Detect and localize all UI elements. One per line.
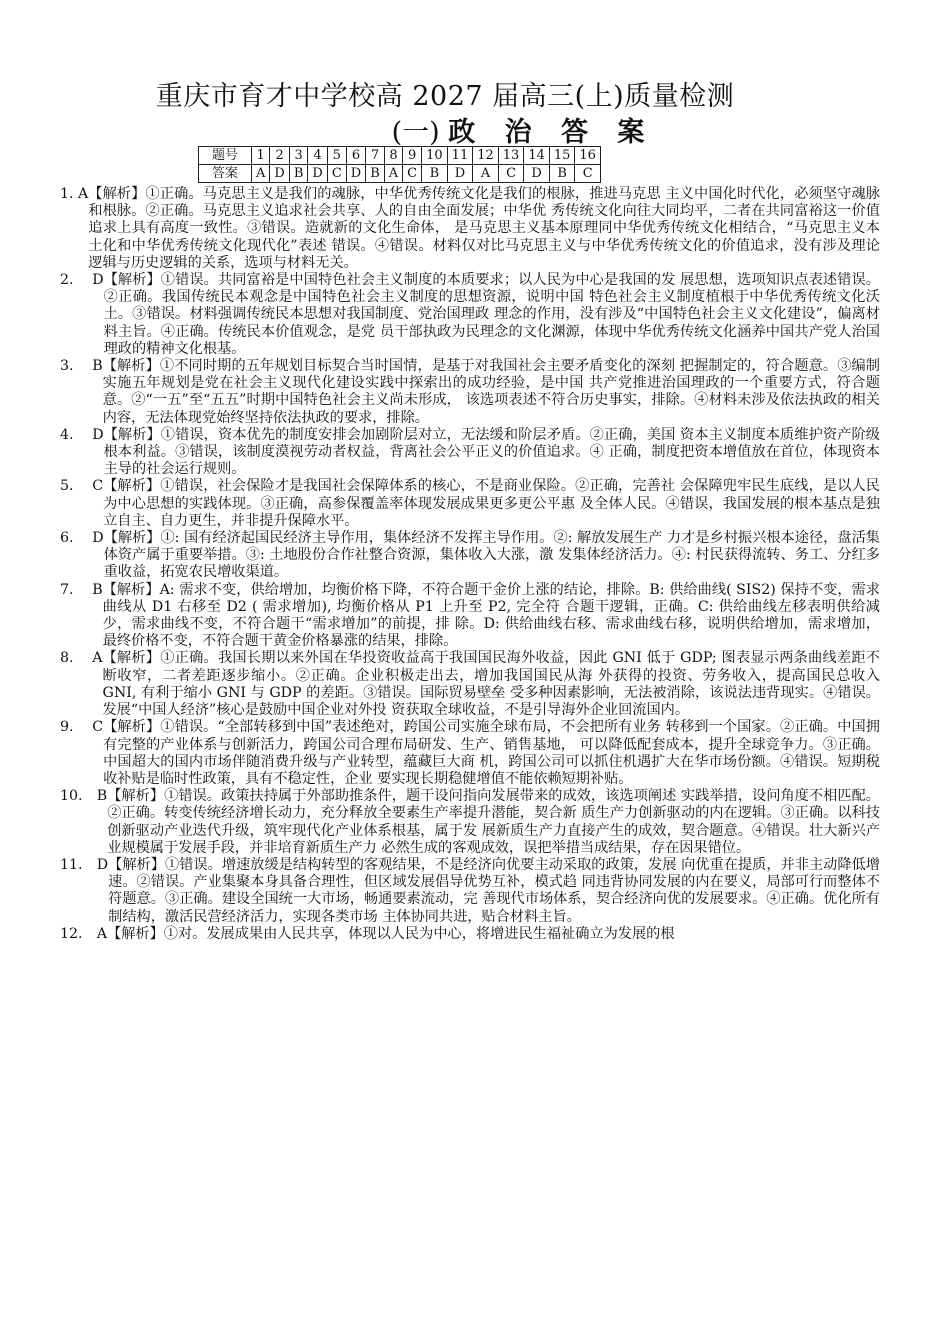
question-number: 6	[346, 147, 365, 165]
question-number: 10	[422, 147, 448, 165]
item-text: 【解析】①对。发展成果由人民共享，体现以人民为中心，将增进民生福祉确立为发展的根	[107, 925, 675, 942]
answer-cell: A	[384, 165, 402, 183]
question-number: 8	[384, 147, 402, 165]
answer-cell: B	[422, 165, 448, 183]
answer-cell: C	[575, 165, 601, 183]
explanation-item	[60, 427, 880, 479]
question-number: 2	[270, 147, 289, 165]
question-number: 15	[549, 147, 575, 165]
question-number: 3	[289, 147, 308, 165]
item-text: 【解析】A: 需求不变，供给增加，均衡价格下降，不符合题干金价上涨的结论，排除。B: 供给曲线( SIS2) 保持不变，需求曲线从 D1 右移至 D2 ( 需求增加), 均衡价格从 P1 上升至 P2, 完全符 合题干逻辑，正确。C: 供给曲线左移表明供给减少，需求曲线不变，不符合题干“需求增加”的前提，排 除。D: 供给曲线右移、需求曲线右移，说明供给增加，需求增加，最终价格不变，不符合题干黄金价格暴涨的结果，排除。	[102, 581, 880, 650]
answer-cell: C	[327, 165, 346, 183]
explanations	[60, 186, 880, 943]
item-number: 2. D	[60, 272, 104, 289]
explanation-item	[60, 530, 880, 582]
answer-cell: A	[252, 165, 270, 183]
explanation-item	[60, 582, 880, 651]
item-number: 3. B	[60, 358, 103, 375]
item-text: 【解析】①错误。“全部转移到中国”表述绝对，跨国公司实施全球布局，不会把所有业务 转移到一个国家。②正确。中国拥有完整的产业体系与创新活力，跨国公司合理布局研发、生产、销售基地， 可以降低配套成本，提升全球竞争力。③正确。中国超大的国内市场伴随消费升级与产业转型，蕴藏巨大商 机，跨国公司可以抓住机遇扩大在华市场份额。④错误。短期税收补贴是临时性政策，具有不稳定性，企业 要实现长期稳健增值不能依赖短期补贴。	[103, 719, 880, 787]
answer-cell: B	[549, 165, 575, 183]
document-subtitle	[0, 110, 950, 149]
question-number: 11	[447, 147, 473, 165]
answer-cell: C	[403, 165, 422, 183]
answer-cell: D	[270, 165, 289, 183]
item-text: 【解析】①错误，资本优先的制度安排会加剧阶层对立，无法缓和阶层矛盾。②正确，美国 资本主义制度本质维护资产阶级根本利益。③错误，该制度漠视劳动者权益，背离社会公平正义的价值追求。④ 正确，制度把资本增值放在首位，体现资本主导的社会运行规则。	[103, 426, 880, 478]
question-number: 9	[403, 147, 422, 165]
explanation-item	[60, 650, 880, 719]
item-number: 8. A	[60, 650, 103, 667]
answer-cell: B	[366, 165, 385, 183]
item-text: 【解析】①正确。我国长期以来外国在华投资收益高于我国国民海外收益，因此 GNI 低于 GDP; 图表显示两条曲线差距不断收窄，二者差距逐步缩小。②正确。企业积极走出去，增加我国国民从海 外获得的投资、劳务收入，提高国民总收入 GNI, 有利于缩小 GNI 与 GDP 的差距。③错误。国际贸易壁垒 受多种因素影响，无法被消除，该说法违背现实。④错误。发展“中国人经济”核心是鼓励中国企业对外投 资获取全球收益，不是引导海外企业回流国内。	[102, 650, 880, 719]
subtitle-main: 政 治 答 案	[448, 117, 655, 148]
item-number: 5. C	[60, 478, 104, 495]
answer-table	[198, 146, 601, 183]
answer-table-row-label: 答案	[199, 165, 252, 183]
document-title: 重庆市育才中学校高 2027 届高三(上)质量检测	[155, 81, 735, 112]
explanation-item	[60, 788, 880, 857]
question-number: 13	[498, 147, 524, 165]
explanation-item	[60, 478, 880, 530]
item-number: 11. D	[60, 856, 109, 873]
explanation-item	[60, 358, 880, 427]
question-number: 5	[327, 147, 346, 165]
item-text: 【解析】①: 国有经济起国民经济主导作用，集体经济不发挥主导作用。②: 解放发展生产 力才是乡村振兴根本途径，盘活集体资产属于重要举措。③: 土地股份合作社整合资源，集体收入大涨，激 发集体经济活力。④: 村民获得流转、务工、分红多重收益，拓宽农民增收渠道。	[103, 530, 880, 581]
explanation-item	[60, 272, 880, 358]
item-text: 【解析】①不同时期的五年规划目标契合当时国情，是基于对我国社会主要矛盾变化的深刻 把握制定的，符合题意。③编制实施五年规划是党在社会主义现代化建设实践中探索出的成功经验，是中国 共产党推进治国理政的一个重要方式，符合题意。②“一五”至“五五”时期中国特色社会主义尚未形成， 该选项表述不符合历史事实，排除。④材料未涉及依法执政的相关内容，无法体现党始终坚持依法执政的要求，排除。	[102, 358, 880, 426]
explanation-item	[60, 719, 880, 788]
item-text: 【解析】①错误，社会保险才是我国社会保障体系的核心，不是商业保险。②正确，完善社 会保障兜牢民生底线，是以人民为中心思想的实践体现。③正确，高参保覆盖率体现发展成果更多更公平惠 及全体人民。④错误，我国发展的根本基点是独立自主、自力更生，并非提升保障水平。	[103, 478, 880, 529]
question-number: 16	[575, 147, 601, 165]
answer-cell: D	[447, 165, 473, 183]
answer-cell: D	[346, 165, 365, 183]
item-text: 【解析】①错误。增速放缓是结构转型的客观结果，不是经济向优要主动采取的政策，发展 向优重在提质，并非主动降低增速。②错误。产业集聚本身具备合理性，但区域发展倡导优势互补，模式趋 同违背协同发展的内在要义，局部可行而整体不符题意。③正确。建设全国统一大市场，畅通要素流动，完 善现代市场体系，契合经济向优的发展要求。④正确。优化所有制结构，激活民营经济活力，实现各类市场 主体协同共进，贴合材料主旨。	[108, 856, 880, 925]
explanation-item	[60, 857, 880, 926]
answer-cell: B	[289, 165, 308, 183]
question-number: 7	[366, 147, 385, 165]
item-text: 【解析】①正确。马克思主义是我们的魂脉，中华优秀传统文化是我们的根脉，推进马克思 主义中国化时代化，必须坚守魂脉和根脉。②正确。马克思主义追求社会共享、人的自由全面发展；中华优 秀传统文化向往大同均平，二者在共同富裕这一价值追求上具有高度一致性。③错误。造就新的文化生命体， 是马克思主义基本原理同中华优秀传统文化相结合，“马克思主义本土化和中华优秀传统文化现代化”表述 错误。④错误。材料仅对比马克思主义与中华优秀传统文化的价值追求，没有涉及理论逻辑与历史逻辑的关系，选项与材料无关。	[88, 186, 880, 271]
answer-table-number-row	[199, 147, 601, 165]
question-number: 1	[252, 147, 270, 165]
question-number: 12	[473, 147, 499, 165]
item-number: 6. D	[60, 530, 104, 547]
item-number: 10. B	[60, 788, 108, 805]
item-number: 9. C	[60, 719, 104, 736]
answer-cell: C	[498, 165, 524, 183]
item-text: 【解析】①错误。政策扶持属于外部助推条件，题干设问指向发展带来的成效，该选项阐述 实践举措，设问角度不相匹配。②正确。转变传统经济增长动力，充分释放全要素生产率提升潜能，契合新 质生产力创新驱动的内在逻辑。③正确。以科技创新驱动产业迭代升级，筑牢现代化产业体系根基，属于发 展新质生产力直接产生的成效，契合题意。④错误。壮大新兴产业规模属于发展手段，并非培育新质生产力 必然生成的客观成效，误把举措当成结果，存在因果错位。	[107, 788, 880, 856]
item-number: 7. B	[60, 581, 103, 598]
item-text: 【解析】①错误。共同富裕是中国特色社会主义制度的本质要求；以人民为中心是我国的发 展思想，选项知识点表述错误。②正确。我国传统民本观念是中国特色社会主义制度的思想资源，说明中国 特色社会主义制度植根于中华优秀传统文化沃土。③错误。材料强调传统民本思想对我国制度、党治国理政 理念的作用，没有涉及“中国特色社会主义文化建设”，偏离材料主旨。④正确。传统民本价值观念，是党 员干部执政为民理念的文化渊源，体现中华优秀传统文化涵养中国共产党人治国理政的精神文化根基。	[103, 272, 880, 357]
subtitle-prefix: (一)	[391, 117, 440, 148]
answer-cell: A	[473, 165, 499, 183]
explanation-item	[60, 926, 880, 943]
item-number: 12. A	[60, 925, 107, 942]
explanation-item	[60, 186, 880, 272]
answer-table-answer-row	[199, 165, 601, 183]
answer-cell: D	[524, 165, 550, 183]
question-number: 4	[308, 147, 327, 165]
answer-table-row-label: 题号	[199, 147, 252, 165]
item-number: 1. A	[60, 186, 89, 202]
item-number: 4. D	[60, 426, 104, 443]
answer-cell: D	[308, 165, 327, 183]
question-number: 14	[524, 147, 550, 165]
